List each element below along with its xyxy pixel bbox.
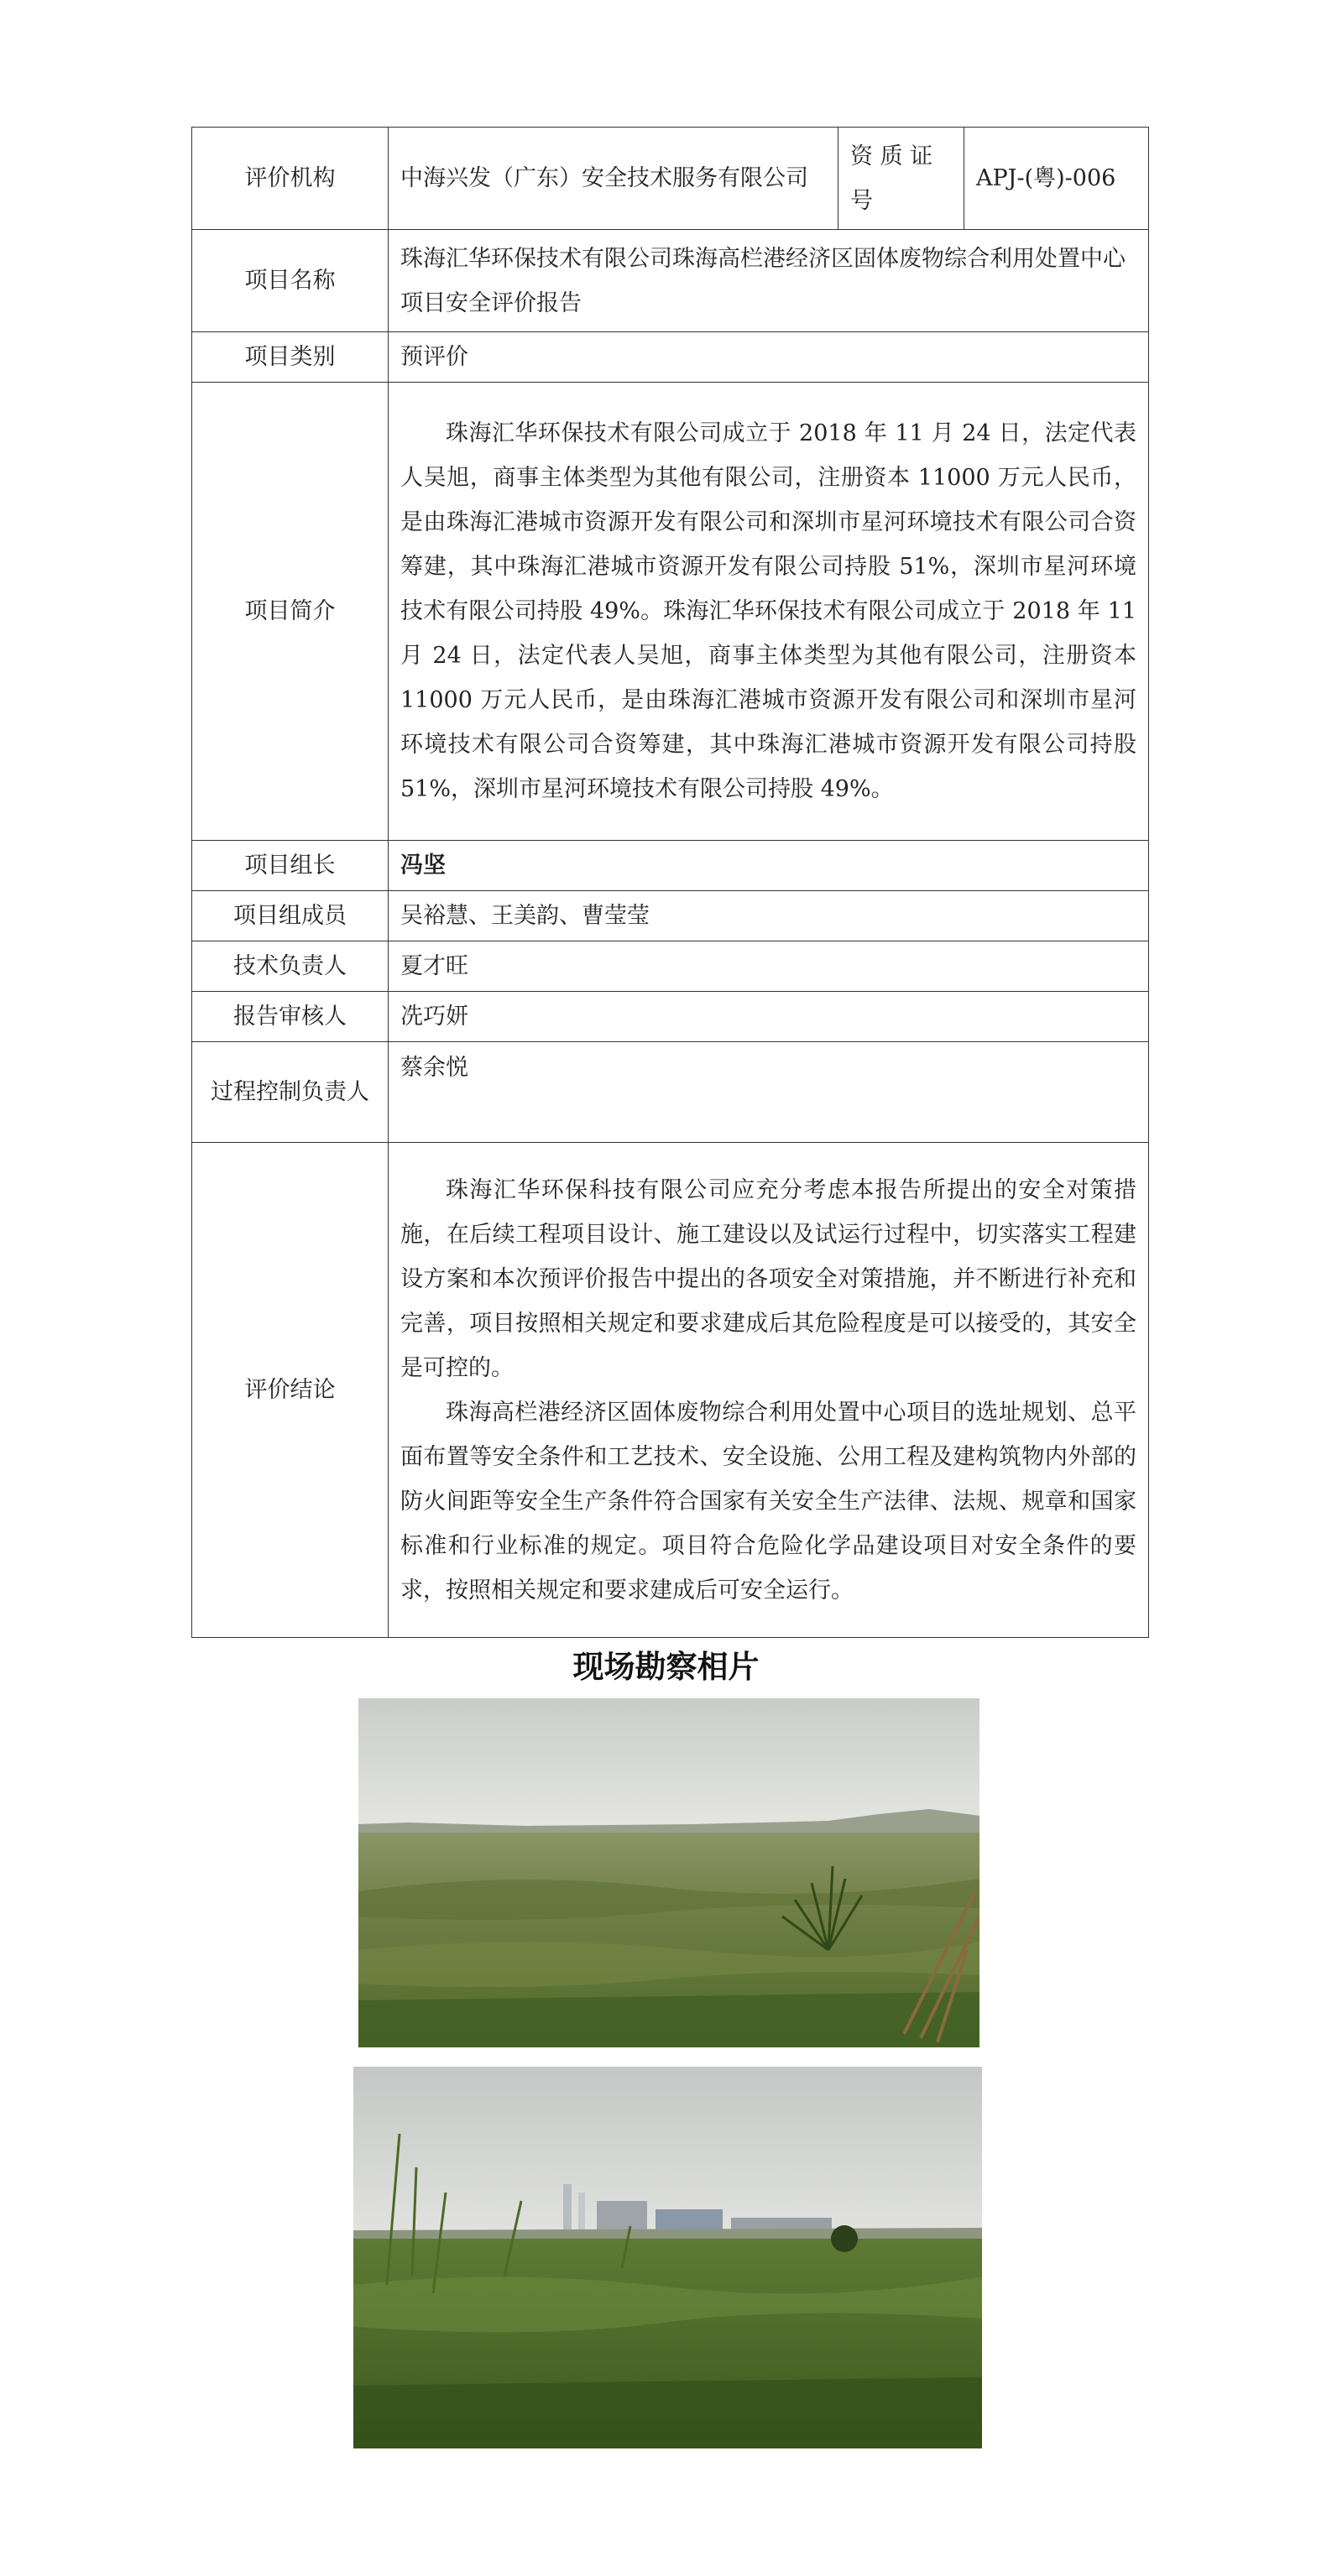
- process-value: 蔡余悦: [389, 1042, 1149, 1143]
- cert-label: 资 质 证 号: [838, 128, 964, 230]
- intro-cell: [389, 383, 1149, 841]
- type-label: 项目类别: [192, 332, 389, 383]
- conclusion-paragraph-1: 珠海汇华环保科技有限公司应充分考虑本报告所提出的安全对策措施，在后续工程项目设计、施工建设以及试运行过程中，切实落实工程建设方案和本次预评价报告中提出的各项安全对策措施，并不断进行补充和完善，项目按照相关规定和要求建成后其危险程度是可以接受的，其安全是可控的。: [400, 1176, 1136, 1381]
- tech-label: 技术负责人: [192, 941, 389, 992]
- conclusion-paragraph-2: 珠海高栏港经济区固体废物综合利用处置中心项目的选址规划、总平面布置等安全条件和工艺技术、安全设施、公用工程及建构筑物内外部的防火间距等安全生产条件符合国家有关安全生产法律、法规、规章和国家标准和行业标准的规定。项目符合危险化学品建设项目对安全条件的要求，按照相关规定和要求建成后可安全运行。: [400, 1399, 1136, 1603]
- reviewer-value: 冼巧妍: [389, 992, 1149, 1042]
- table-row: [192, 383, 1149, 841]
- table-row: [192, 992, 1149, 1042]
- name-label: 项目名称: [192, 230, 389, 332]
- table-row: [192, 1143, 1149, 1638]
- table-row: [192, 1042, 1149, 1143]
- table-row: [192, 891, 1149, 941]
- leader-label: 项目组长: [192, 841, 389, 891]
- table-row: [192, 841, 1149, 891]
- table-row: [192, 941, 1149, 992]
- table-row: [192, 230, 1149, 332]
- members-label: 项目组成员: [192, 891, 389, 941]
- site-photo-2: [353, 2067, 982, 2448]
- reviewer-label: 报告审核人: [192, 992, 389, 1042]
- intro-text: 珠海汇华环保技术有限公司成立于 2018 年 11 月 24 日，法定代表人吴旭，商事主体类型为其他有限公司，注册资本 11000 万元人民币，是由珠海汇港城市资源开发有限公司和深圳市星河环境技术有限公司合资筹建，其中珠海汇港城市资源开发有限公司持股 51%，深圳市星河环境技术有限公司持股 49%。珠海汇华环保技术有限公司成立于 2018 年 11 月 24 日，法定代表人吴旭，商事主体类型为其他有限公司，注册资本 11000 万元人民币，是由珠海汇港城市资源开发有限公司和深圳市星河环境技术有限公司合资筹建，其中珠海汇港城市资源开发有限公司持股 51%，深圳市星河环境技术有限公司持股 49%。: [400, 420, 1136, 802]
- conclusion-label: 评价结论: [192, 1143, 389, 1638]
- leader-value: 冯坚: [389, 841, 1149, 891]
- table-row: [192, 128, 1149, 230]
- cert-value: APJ-(粤)-006: [964, 128, 1149, 230]
- evaluation-info-table: [191, 127, 1149, 1638]
- conclusion-cell: [389, 1143, 1149, 1638]
- org-value: 中海兴发（广东）安全技术服务有限公司: [389, 128, 838, 230]
- intro-label: 项目简介: [192, 383, 389, 841]
- tech-value: 夏才旺: [389, 941, 1149, 992]
- photos-title: 现场勘察相片: [572, 1649, 760, 1685]
- site-photo-1: [358, 1698, 979, 2047]
- org-label: 评价机构: [192, 128, 389, 230]
- table-row: [192, 332, 1149, 383]
- name-value: 珠海汇华环保技术有限公司珠海高栏港经济区固体废物综合利用处置中心项目安全评价报告: [389, 230, 1149, 332]
- process-label: 过程控制负责人: [192, 1042, 389, 1143]
- members-value: 吴裕慧、王美韵、曹莹莹: [389, 891, 1149, 941]
- type-value: 预评价: [389, 332, 1149, 383]
